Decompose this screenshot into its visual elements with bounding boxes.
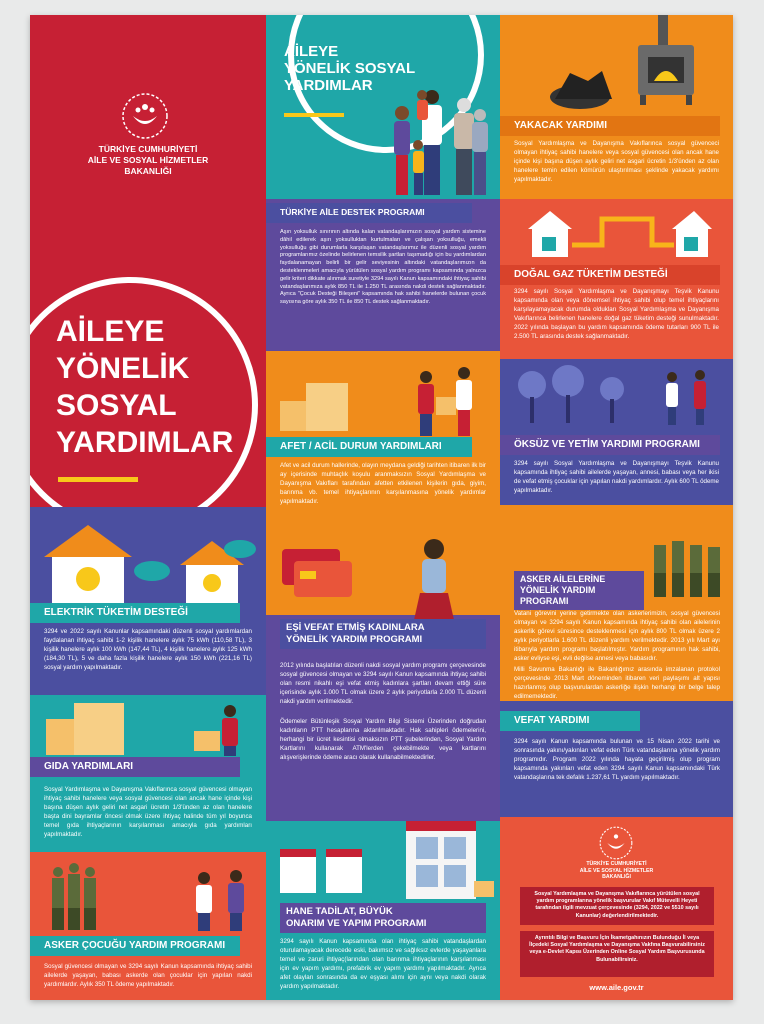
- esi-vefat-panel: [266, 521, 500, 821]
- food-box-illustration: [44, 701, 254, 757]
- house-lightbulb-illustration: [40, 521, 260, 605]
- footer-note2-box: [520, 931, 714, 977]
- hane-body: 3294 sayılı Kanun kapsamında olan ihtiyaç sahibi vatandaşlardan oturulamayacak derecede eski, bakımsız ve sağlıksız evlerde yaşayanlara temel ve zaruri ihtiyaç(larından olan barınma ihtiyaçlarının karşılanması için ev yapım yardımı, prefabrik ev yapım yardımı yapılmaktadır. Ayrıca afet olayları sonrasında da ev eşyası alımı için aynı veya nakdi olarak yardım yapılmaktadır.: [280, 938, 486, 990]
- vefat-title: VEFAT YARDIMI: [500, 711, 640, 731]
- vefat-body: 3294 sayılı Kanun kapsamında bulunan ve 15 Nisan 2022 tarihi ve sonrasında yakını/yakınları vefat eden Türk vatandaşlarına yönelik yardım programıdır. Program 2022 yılında hayata geçirilmiş olup program kapsamında yakınları vefat eden 3294 sayılı Kanun kapsamındaki Türk vatandaşlarına tek defalık 1.237,61 TL yardım yapılmaktadır.: [514, 738, 720, 781]
- footer-ministry-logo: [598, 825, 634, 861]
- top-title-panel: [266, 15, 500, 199]
- afet-panel: [266, 351, 500, 521]
- dogalgaz-title: DOĞAL GAZ TÜKETİM DESTEĞİ: [500, 265, 720, 285]
- asker-aile-body2: Milli Savunma Bakanlığı ile Bakanlığımız arasında imzalanan protokol çerçevesinde 2013 Mart döneminden itibaren veri paylaşımı alt yapısı hazırlanmış olup başvurulardan askerliğe ilişkin herhangi bir belge talep edilmemektedir.: [514, 666, 720, 700]
- elektrik-title: ELEKTRİK TÜKETİM DESTEĞİ: [30, 603, 240, 623]
- family-illustration: [384, 75, 494, 197]
- dogalgaz-panel: [500, 199, 733, 359]
- dogalgaz-body: 3294 sayılı Sosyal Yardımlaşma ve Dayanışmayı Teşvik Kanunu kapsamında olan veya dönemsel ihtiyaç sahibi olup temel ihtiyaçlarını karşılayamayacak durumda oldukları Sosyal Yardımlaşma ve Dayanışma Vakıflarınca belirlenen hanelere doğal gaz tüketim desteği sunulmaktadır. 2022 yılında başlayan bu yardım kapsamında ödeme tutarları 900 TL ile 2.500 TL arasında destek sağlanmaktadır.: [514, 288, 719, 340]
- soldier-child-illustration: [44, 858, 254, 932]
- woman-cards-illustration: [280, 529, 490, 629]
- footer-panel: [500, 817, 733, 1000]
- footer-note1: Sosyal Yardımlaşma ve Dayanışma Vakıflarınca yürütülen sosyal yardım programlarına yönelik başvurular Vakıf Mütevelli Heyeti tarafından ilgili mevzuat çerçevesinde (3294, 2022 ve 5510 sayılı Kanunlar) değerlendirilmektedir.: [534, 891, 700, 919]
- asker-cocugu-title: ASKER ÇOCUĞU YARDIM PROGRAMI: [30, 936, 240, 956]
- gida-title: GIDA YARDIMLARI: [30, 757, 240, 777]
- aile-destek-title: TÜRKİYE AİLE DESTEK PROGRAMI: [266, 203, 472, 223]
- disaster-aid-illustration: [276, 357, 496, 437]
- elektrik-body: 3294 ve 2022 sayılı Kanunlar kapsamındaki düzenli sosyal yardımlardan faydalanan ihtiyaç sahibi 1-2 kişilik hanelere aylık 75 kWh (110,58 TL), 3 kişilik hanelere aylık 100 kWh (147,44 TL), 4 kişilik hanelere aylık 125 kWh (184,30 TL), 5 ve daha fazla kişilik hanelere aylık 150 kWh (221,16 TL) sosyal yardım yapılmaktadır.: [44, 628, 252, 671]
- footer-ministry-line1: TÜRKİYE CUMHURİYETİ: [586, 861, 647, 867]
- oksuz-title: ÖKSÜZ VE YETİM YARDIMI PROGRAMI: [500, 435, 720, 455]
- oksuz-body: 3294 sayılı Sosyal Yardımlaşma ve Dayanışmayı Teşvik Kanunu kapsamında ihtiyaç sahibi ailelerde yaşayan, annesi, babası veya her ikisi de vefat etmiş çocuklar için yapılan nakdi yardımlardır. Aylık 600 TL ödeme yapılmaktadır.: [514, 460, 719, 494]
- website-link[interactable]: www.aile.gov.tr: [589, 983, 644, 992]
- footer-ministry-line3: BAKANLIĞI: [602, 874, 631, 881]
- top-title-underline: [284, 113, 344, 117]
- asker-aile-body1: Vatani görevini yerine getirmekte olan askerlerimizin, sosyal güvencesi olmayan ve 3294 sayılı Kanun kapsamında ihtiyaç sahibi olan ailelerinin askerlik görevi süresince desteklenmesi için aylık 800 TL olmak üzere 2 aylık periyotlarla 1.600 TL düzenli yardım verilmektedir. 2013 yılı Mart ayı itibarıyla yardım programı başlatılmıştır. Yardım programının hak sahibi, asker evliyse eşi, evli değilse annesi veya babasıdır.: [514, 610, 720, 662]
- house-renovation-illustration: [276, 821, 496, 901]
- main-title: AİLEYE YÖNELİK SOSYAL YARDIMLAR: [56, 315, 234, 459]
- afet-title: AFET / ACİL DURUM YARDIMLARI: [266, 437, 472, 457]
- gida-body: Sosyal Yardımlaşma ve Dayanışma Vakıflarınca sosyal güvencesi olmayan ihtiyaç sahibi hanelere veya sosyal güvencesi olan ancak hane içinde kişi başına düşen aylık geliri net asgari ücretin 1/3'ünden az olan hanelere başta dini bayramlar öncesi olmak üzere ihtiyaç halinde tüm yıl boyunca temel gıda ihtiyaçlarının karşılanması amacıyla gıda yardımları yapılmaktadır.: [44, 786, 252, 838]
- aile-destek-body: Aşırı yoksulluk sınırının altında kalan vatandaşlarımızın sosyal yardım sistemine dâhil edilerek aşırı yoksulluktan kurtulmaları ve çalışan yoksulluğu, emekli yoksulluğu gibi durumlarla karşılaşan vatandaşlarımız ile düzenli sosyal yardım programlarımız özelinde belirlenen temsilik şartları taşımadığı için bu yardımlardan faydalanamayan belirli bir gelir seviyesinin altındaki vatandaşlarımızın da desteklenmeleri amacıyla yürütülen sosyal yardım programı kapsamında yalnızca gelir kriteri dikkate alınmak suretiyle 3294 sayılı Kanun kapsamındaki ihtiyaç sahibi vatandaşlarımıza aylık 850 TL ile 1.250 TL arasında nakdi destek sağlanmaktadır. Ayrıca "Çocuk Desteği Bileşeni" kapsamında hak sahibi hanelerde bulunan çocuk sayısına göre aylık 350 TL ile 850 TL destek sağlanmaktadır.: [280, 229, 486, 306]
- asker-cocugu-panel: [30, 852, 266, 1000]
- ministry-line1: TÜRKİYE CUMHURİYETİ: [98, 144, 198, 154]
- elektrik-panel: [30, 507, 266, 695]
- yakacak-body: Sosyal Yardımlaşma ve Dayanışma Vakıflarınca sosyal güvenceci olmayan ihtiyaç sahibi hanelere veya sosyal güvencesi olan ancak hane içinde kişi başına düşen aylık geliri net asgari ücretin 1/3'ünden az olan hanelere temin edilen kömürün ulaştırılması şeklinde yakacak yardımı yapılmaktadır.: [514, 140, 719, 183]
- house-gas-illustration: [522, 205, 712, 261]
- asker-aile-title: ASKER AİLELERİNE YÖNELİK YARDIM PROGRAMI: [514, 571, 644, 610]
- yakacak-panel: [500, 15, 733, 199]
- stove-coal-illustration: [540, 15, 725, 110]
- infographic-page: [30, 15, 733, 1000]
- vefat-panel: [500, 701, 733, 817]
- esi-vefat-body1: 2012 yılında başlatılan düzenli nakdi sosyal yardım programı çerçevesinde sosyal güvencesi olmayan ve 3294 sayılı Kanun kapsamında ihtiyaç sahibi olan resmi nikahlı eşi vefat etmiş kadınlara şartları devam ettiği süre içerisinde aylık 1.000 TL olmak üzere 2 aylık periyotlarla 2.000 TL düzenli nakdi yardım verilmektedir.: [280, 662, 486, 705]
- ministry-line2: AİLE VE SOSYAL HİZMETLER: [87, 155, 209, 165]
- ministry-line3: BAKANLIĞI: [124, 166, 172, 176]
- asker-aile-panel: [500, 505, 733, 701]
- top-title: AİLEYE YÖNELİK SOSYAL YARDIMLAR: [284, 43, 416, 94]
- gida-panel: [30, 695, 266, 852]
- asker-cocugu-body: Sosyal güvencesi olmayan ve 3294 sayılı Kanun kapsamında ihtiyaç sahibi ailelerde yaşayan, babası askerde olan çocuklar için yapılan nakdi yardımlardır. Aylık 350 TL ödeme yapılmaktadır.: [44, 963, 252, 988]
- title-underline: [58, 477, 138, 482]
- hane-panel: [266, 821, 500, 1000]
- title-panel: [30, 15, 266, 507]
- aile-destek-panel: [266, 199, 500, 351]
- afet-body: Afet ve acil durum hallerinde, olayın meydana geldiği tarihten itibaren ilk bir ay içerisinde muhtaçlık koşulu aranmaksızın Sosyal Yardımlaşma ve Dayanışma Vakıfları tarafından afetten etkilenen kişilerin gıda, giyim, barınma vb. temel ihtiyaçlarının karşılanmasına yönelik yardımlar yapılmaktadır.: [280, 462, 486, 505]
- esi-vefat-title: EŞİ VEFAT ETMİŞ KADINLARA YÖNELİK YARDIM PROGRAMI: [280, 619, 486, 649]
- yakacak-title: YAKACAK YARDIMI: [500, 116, 720, 136]
- soldiers-illustration: [650, 533, 724, 599]
- footer-note2: Ayrıntılı Bilgi ve Başvuru İçin İkametgahınızın Bulunduğu İl veya İlçedeki Sosyal Yardımlaşma ve Dayanışma Vakfına Başvurabilirsiniz veya e-Devlet Kapısı Üzerinden Online Sosyal Yardım Başvurusunda Bulunabilirsiniz.: [529, 935, 705, 963]
- orphan-illustration: [512, 363, 722, 425]
- oksuz-panel: [500, 359, 733, 505]
- hane-title: HANE TADİLAT, BÜYÜK ONARIM VE YAPIM PROGRAMI: [280, 903, 486, 933]
- footer-ministry-line2: AİLE VE SOSYAL HİZMETLER: [579, 867, 654, 874]
- esi-vefat-body2: Ödemeler Bütünleşik Sosyal Yardım Bilgi Sistemi Üzerinden doğrudan kadınların PTT hesaplarına aktarılmaktadır. Hak sahipleri ödemelerini, herhangi bir ücret kesintisi olmaksızın PTT şubelerinden, Sosyal Yardım Kartlarını kullanarak ATM'lerden çekebilmekte veya kartlarını alışverişlerinde ödeme aracı olarak kullanabilmektedirler.: [280, 718, 486, 761]
- ministry-logo: [120, 92, 170, 140]
- footer-note1-box: [520, 887, 714, 925]
